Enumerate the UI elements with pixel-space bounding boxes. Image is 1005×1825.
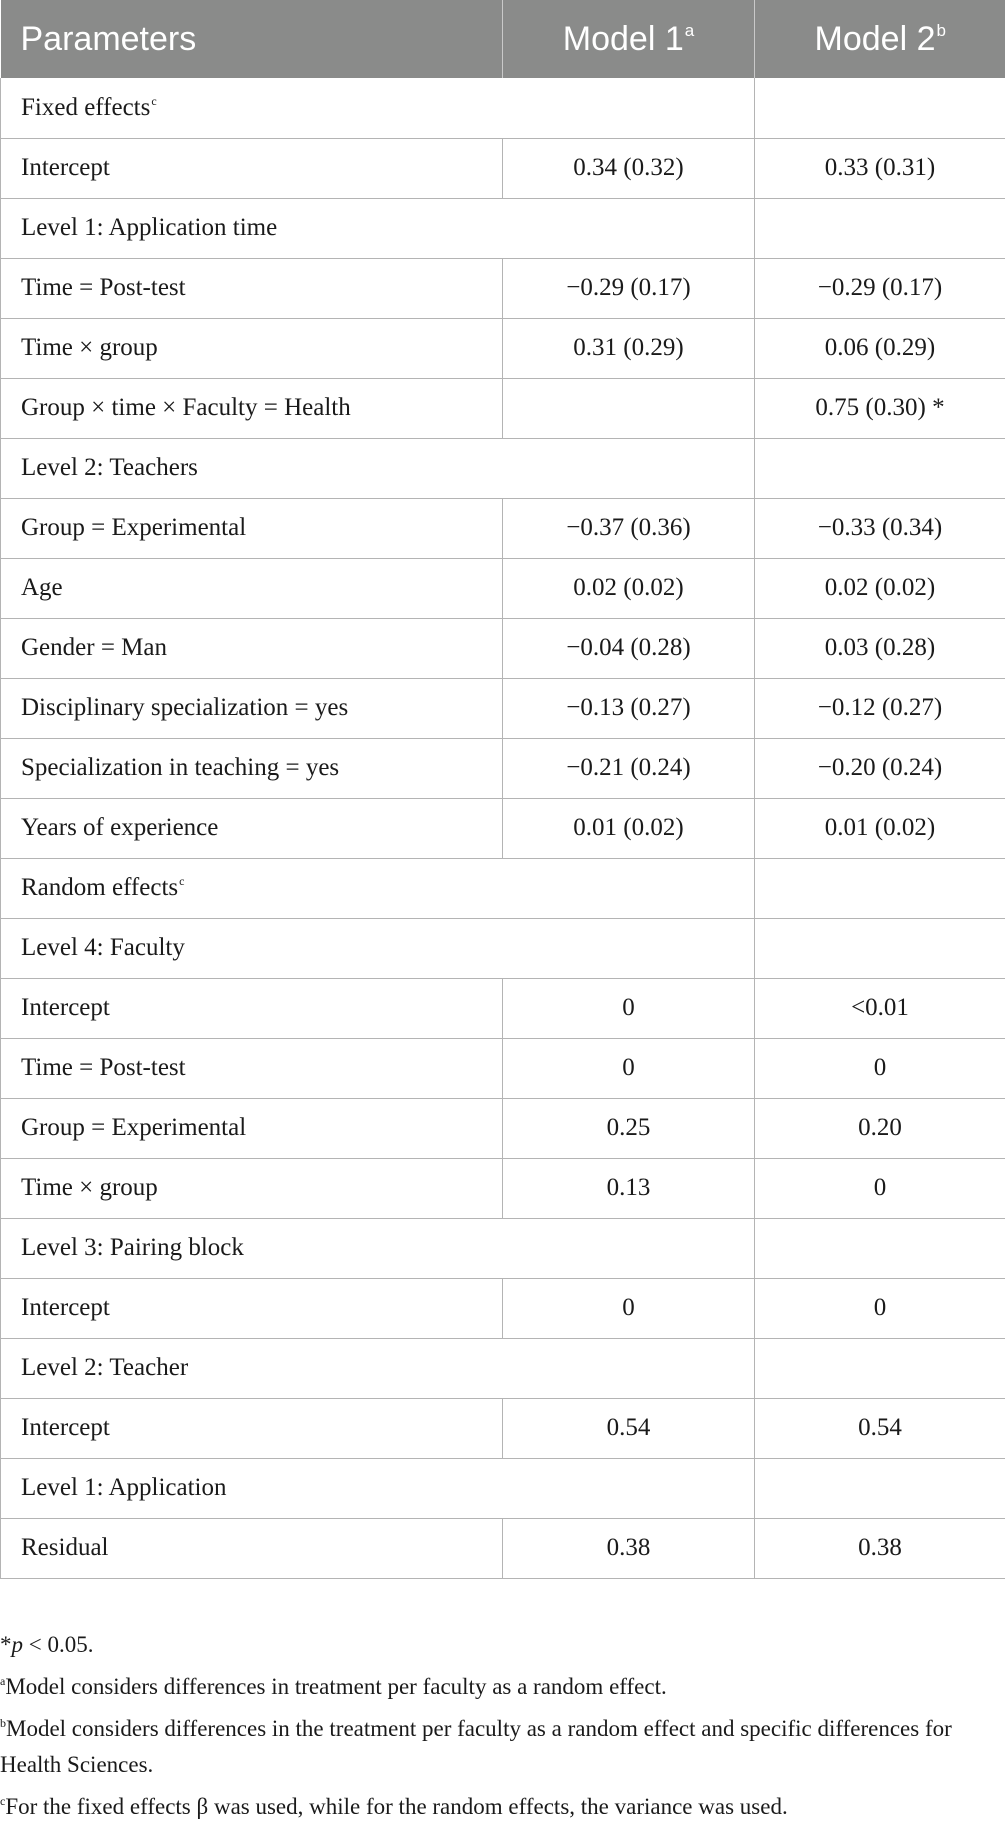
parameter-label-cell — [1, 318, 503, 378]
model-1-value-cell — [503, 258, 755, 318]
model-2-value: −0.29 (0.17) — [818, 274, 943, 301]
parameter-label-cell — [1, 798, 503, 858]
parameter-label-cell — [1, 498, 503, 558]
parameter-label-cell — [1, 738, 503, 798]
footnote-b-text: Model considers differences in the treatment per faculty as a random effect and specific differences for Health Sciences. — [0, 1716, 952, 1777]
model-2-value-cell — [755, 438, 1005, 498]
model-1-value-cell — [503, 498, 755, 558]
footnote-sig-text: < 0.05. — [23, 1632, 93, 1657]
parameter-label: Years of experience — [21, 814, 218, 841]
model-1-value-cell — [503, 138, 755, 198]
model-1-value: 0.34 (0.32) — [573, 154, 683, 181]
parameter-label-cell — [1, 1278, 503, 1338]
parameter-label-cell — [1, 678, 503, 738]
model-2-value: 0 — [874, 1054, 887, 1081]
table-row — [1, 1098, 1005, 1158]
footnote-c-mark: c — [0, 1794, 5, 1808]
model-2-value-cell — [755, 1458, 1005, 1518]
model-2-value-cell — [755, 1518, 1005, 1578]
parameter-label: Disciplinary specialization = yes — [21, 694, 348, 721]
footnote-a-mark: a — [0, 1674, 5, 1688]
model-2-value: 0.06 (0.29) — [825, 334, 935, 361]
model-2-value-cell — [755, 378, 1005, 438]
table-body — [1, 78, 1005, 1578]
parameter-label: Intercept — [21, 994, 110, 1021]
table-row — [1, 618, 1005, 678]
table-row — [1, 978, 1005, 1038]
section-label: Random effects — [21, 874, 178, 901]
model-2-value-cell — [755, 1098, 1005, 1158]
table-row — [1, 498, 1005, 558]
model-1-value: 0.25 — [607, 1114, 651, 1141]
model-2-value-cell — [755, 798, 1005, 858]
section-row — [1, 78, 1005, 138]
model-2-value-cell — [755, 1038, 1005, 1098]
parameter-label: Intercept — [21, 154, 110, 181]
parameter-label: Specialization in teaching = yes — [21, 754, 339, 781]
section-label-cell — [1, 1338, 755, 1398]
section-label: Level 2: Teachers — [21, 454, 198, 481]
section-label: Level 1: Application — [21, 1474, 227, 1501]
parameter-label: Time = Post-test — [21, 1054, 186, 1081]
table-row — [1, 258, 1005, 318]
model-1-value-cell — [503, 678, 755, 738]
footnote-mark: c — [179, 874, 184, 888]
footnote-a-text: Model considers differences in treatment per faculty as a random effect. — [5, 1674, 666, 1699]
model-1-value-cell — [503, 798, 755, 858]
parameter-label: Group × time × Faculty = Health — [21, 394, 351, 421]
model-2-value-cell — [755, 1158, 1005, 1218]
table-row — [1, 1038, 1005, 1098]
model-1-value-cell — [503, 1098, 755, 1158]
table-row — [1, 1398, 1005, 1458]
model-2-value: 0.38 — [858, 1534, 902, 1561]
model-2-value-cell — [755, 558, 1005, 618]
parameter-label-cell — [1, 138, 503, 198]
model-2-value: −0.20 (0.24) — [818, 754, 943, 781]
parameter-label-cell — [1, 1098, 503, 1158]
table-row — [1, 138, 1005, 198]
model-2-value: 0.54 — [858, 1414, 902, 1441]
model-1-value: −0.04 (0.28) — [566, 634, 691, 661]
model-2-value-cell — [755, 978, 1005, 1038]
footnote-b — [0, 1705, 1000, 1783]
model-1-value: 0.13 — [607, 1174, 651, 1201]
model-2-value: <0.01 — [851, 994, 909, 1021]
model-2-value: 0.75 (0.30) * — [815, 394, 944, 421]
model-2-value: −0.12 (0.27) — [818, 694, 943, 721]
model-2-value: 0.33 (0.31) — [825, 154, 935, 181]
model-2-value: 0.02 (0.02) — [825, 574, 935, 601]
model-2-value-cell — [755, 738, 1005, 798]
section-label-cell — [1, 198, 755, 258]
parameter-label: Intercept — [21, 1294, 110, 1321]
model-1-value: 0.02 (0.02) — [573, 574, 683, 601]
model-1-value-cell — [503, 558, 755, 618]
model-2-value-cell — [755, 1338, 1005, 1398]
model-1-value-cell — [503, 318, 755, 378]
model-1-value: −0.13 (0.27) — [566, 694, 691, 721]
model-2-value: 0 — [874, 1174, 887, 1201]
footnote-c-text: For the fixed effects β was used, while for the random effects, the variance was used. — [5, 1794, 787, 1819]
table-row — [1, 1278, 1005, 1338]
model-1-value-cell — [503, 738, 755, 798]
model-1-value: −0.37 (0.36) — [566, 514, 691, 541]
model-2-value-cell — [755, 918, 1005, 978]
section-row — [1, 1338, 1005, 1398]
header-parameters-text: Parameters — [21, 20, 197, 58]
parameter-label-cell — [1, 1518, 503, 1578]
section-label: Fixed effects — [21, 94, 150, 121]
footnote-mark: c — [151, 94, 156, 108]
model-1-value-cell — [503, 1518, 755, 1578]
parameter-label-cell — [1, 1398, 503, 1458]
parameter-label-cell — [1, 378, 503, 438]
footnote-star: * — [0, 1632, 12, 1657]
section-label-cell — [1, 1458, 755, 1518]
table-footnotes — [0, 1624, 1000, 1825]
section-row — [1, 858, 1005, 918]
parameter-label-cell — [1, 618, 503, 678]
model-2-value-cell — [755, 1278, 1005, 1338]
parameter-label: Group = Experimental — [21, 514, 246, 541]
model-2-value: 0.03 (0.28) — [825, 634, 935, 661]
model-1-value-cell — [503, 1278, 755, 1338]
header-model-2-footnote-mark: b — [937, 21, 946, 40]
header-model-1-footnote-mark: a — [685, 21, 694, 40]
model-1-value: 0.01 (0.02) — [573, 814, 683, 841]
parameter-label: Time = Post-test — [21, 274, 186, 301]
header-model-2 — [755, 0, 1005, 78]
parameter-label: Intercept — [21, 1414, 110, 1441]
model-2-value-cell — [755, 618, 1005, 678]
footnote-a — [0, 1663, 1000, 1705]
model-2-value-cell — [755, 78, 1005, 138]
footnote-c — [0, 1783, 1000, 1825]
model-1-value: 0.54 — [607, 1414, 651, 1441]
model-2-value-cell — [755, 138, 1005, 198]
section-row — [1, 1458, 1005, 1518]
model-2-value-cell — [755, 498, 1005, 558]
parameter-label-cell — [1, 258, 503, 318]
table-row — [1, 738, 1005, 798]
model-2-value-cell — [755, 1398, 1005, 1458]
header-model-1-text: Model 1 — [563, 20, 684, 58]
model-1-value-cell — [503, 618, 755, 678]
model-2-value: 0.20 — [858, 1114, 902, 1141]
table-header — [1, 0, 1005, 78]
parameter-label: Time × group — [21, 1174, 158, 1201]
table-row — [1, 558, 1005, 618]
section-label-cell — [1, 438, 755, 498]
parameter-label: Gender = Man — [21, 634, 167, 661]
section-label-cell — [1, 918, 755, 978]
model-2-value: 0.01 (0.02) — [825, 814, 935, 841]
header-model-1 — [503, 0, 755, 78]
footnote-p: p — [12, 1632, 24, 1657]
table-row — [1, 1158, 1005, 1218]
model-1-value-cell — [503, 978, 755, 1038]
section-label-cell — [1, 858, 755, 918]
table-row — [1, 318, 1005, 378]
model-2-value-cell — [755, 198, 1005, 258]
section-label: Level 2: Teacher — [21, 1354, 188, 1381]
section-label-cell — [1, 78, 755, 138]
model-2-value-cell — [755, 858, 1005, 918]
section-label-cell — [1, 1218, 755, 1278]
model-1-value: 0.38 — [607, 1534, 651, 1561]
model-2-value-cell — [755, 318, 1005, 378]
model-2-value-cell — [755, 1218, 1005, 1278]
section-row — [1, 918, 1005, 978]
model-1-value: −0.21 (0.24) — [566, 754, 691, 781]
parameter-label: Age — [21, 574, 63, 601]
model-1-value: −0.29 (0.17) — [566, 274, 691, 301]
table-row — [1, 678, 1005, 738]
section-label: Level 3: Pairing block — [21, 1234, 244, 1261]
section-label: Level 4: Faculty — [21, 934, 185, 961]
model-1-value-cell — [503, 1158, 755, 1218]
model-1-value: 0 — [622, 1294, 635, 1321]
table-row — [1, 1518, 1005, 1578]
table-row — [1, 798, 1005, 858]
parameter-label-cell — [1, 978, 503, 1038]
model-1-value: 0.31 (0.29) — [573, 334, 683, 361]
table-row — [1, 378, 1005, 438]
footnote-b-mark: b — [0, 1716, 6, 1730]
model-1-value: 0 — [622, 1054, 635, 1081]
parameter-label-cell — [1, 1158, 503, 1218]
model-1-value-cell — [503, 1038, 755, 1098]
model-2-value: 0 — [874, 1294, 887, 1321]
section-row — [1, 198, 1005, 258]
section-row — [1, 438, 1005, 498]
model-2-value-cell — [755, 258, 1005, 318]
model-2-value: −0.33 (0.34) — [818, 514, 943, 541]
parameter-label: Group = Experimental — [21, 1114, 246, 1141]
parameter-label: Time × group — [21, 334, 158, 361]
model-1-value: 0 — [622, 994, 635, 1021]
footnote-significance — [0, 1627, 1000, 1663]
model-2-value-cell — [755, 678, 1005, 738]
parameter-label-cell — [1, 1038, 503, 1098]
header-model-2-text: Model 2 — [815, 20, 936, 58]
header-row — [1, 0, 1005, 78]
header-parameters — [1, 0, 503, 78]
parameter-label-cell — [1, 558, 503, 618]
section-row — [1, 1218, 1005, 1278]
model-1-value-cell — [503, 1398, 755, 1458]
parameter-label: Residual — [21, 1534, 109, 1561]
section-label: Level 1: Application time — [21, 214, 277, 241]
model-1-value-cell — [503, 378, 755, 438]
